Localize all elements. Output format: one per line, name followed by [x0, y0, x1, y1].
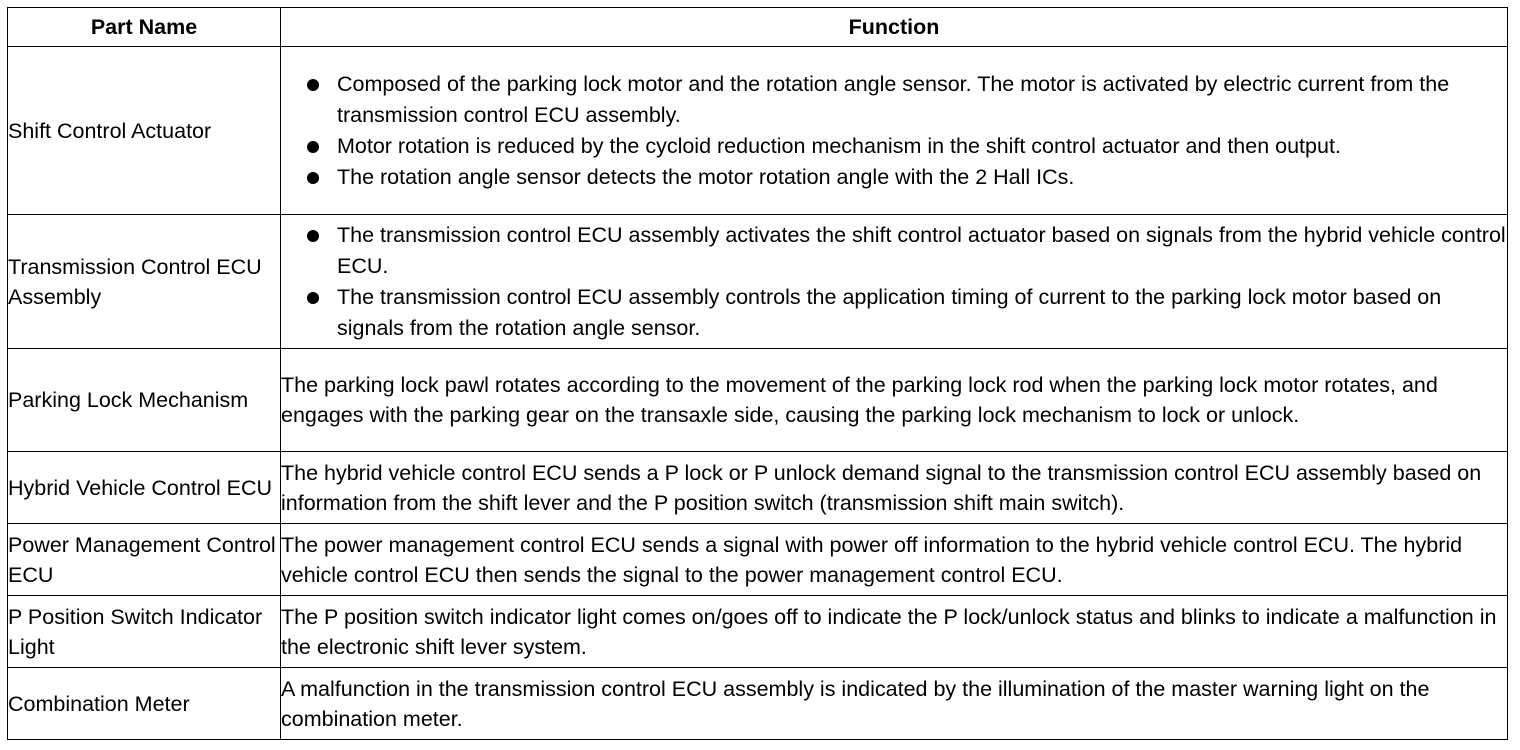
bullet-text: The transmission control ECU assembly controls the application timing of current to the parking lock motor based on signals from the rotation angle sensor. [337, 284, 1442, 340]
function-bullet-list [281, 69, 1507, 193]
table-row [8, 596, 1508, 668]
bullet-dot-icon [307, 292, 319, 304]
bullet-dot-icon [307, 79, 319, 91]
part-name-cell: P Position Switch Indicator Light [8, 596, 281, 668]
table-row [8, 349, 1508, 452]
list-item [303, 69, 1507, 131]
bullet-text: Composed of the parking lock motor and the rotation angle sensor. The motor is activated by electric current from the transmission control ECU assembly. [337, 71, 1450, 127]
table-row [8, 524, 1508, 596]
bullet-text: The transmission control ECU assembly activates the shift control actuator based on signals from the hybrid vehicle control ECU. [337, 222, 1506, 278]
part-name-cell: Power Management Control ECU [8, 524, 281, 596]
part-name-cell: Shift Control Actuator [8, 47, 281, 215]
parts-function-table [7, 7, 1508, 740]
list-item [303, 131, 1507, 162]
function-text: The P position switch indicator light comes on/goes off to indicate the P lock/unlock status and blinks to indicate a malfunction in the electronic shift lever system. [281, 596, 1508, 668]
bullet-dot-icon [307, 230, 319, 242]
function-text: The power management control ECU sends a signal with power off information to the hybrid vehicle control ECU. The hybrid vehicle control ECU then sends the signal to the power management control ECU. [281, 524, 1508, 596]
part-name-cell: Hybrid Vehicle Control ECU [8, 452, 281, 524]
table-row [8, 215, 1508, 349]
table-row [8, 47, 1508, 215]
list-item [303, 162, 1507, 193]
header-row [8, 8, 1508, 47]
part-name-cell: Combination Meter [8, 668, 281, 740]
list-item [303, 220, 1507, 282]
function-cell [281, 215, 1508, 349]
part-name-cell: Transmission Control ECU Assembly [8, 215, 281, 349]
bullet-text: The rotation angle sensor detects the motor rotation angle with the 2 Hall ICs. [337, 164, 1075, 189]
table-row [8, 452, 1508, 524]
bullet-dot-icon [307, 172, 319, 184]
bullet-dot-icon [307, 141, 319, 153]
function-text: The hybrid vehicle control ECU sends a P lock or P unlock demand signal to the transmission control ECU assembly based on information from the shift lever and the P position switch (transmission shift main switch). [281, 452, 1508, 524]
list-item [303, 282, 1507, 344]
bullet-text: Motor rotation is reduced by the cycloid reduction mechanism in the shift control actuator and then output. [337, 133, 1341, 158]
table-row [8, 668, 1508, 740]
function-text: A malfunction in the transmission control ECU assembly is indicated by the illumination of the master warning light on the combination meter. [281, 668, 1508, 740]
function-cell [281, 47, 1508, 215]
part-name-cell: Parking Lock Mechanism [8, 349, 281, 452]
function-text: The parking lock pawl rotates according to the movement of the parking lock rod when the parking lock motor rotates, and engages with the parking gear on the transaxle side, causing the parking lock mechanism to lock or unlock. [281, 349, 1508, 452]
header-part-name: Part Name [8, 8, 281, 47]
header-function: Function [281, 8, 1508, 47]
function-bullet-list [281, 220, 1507, 344]
